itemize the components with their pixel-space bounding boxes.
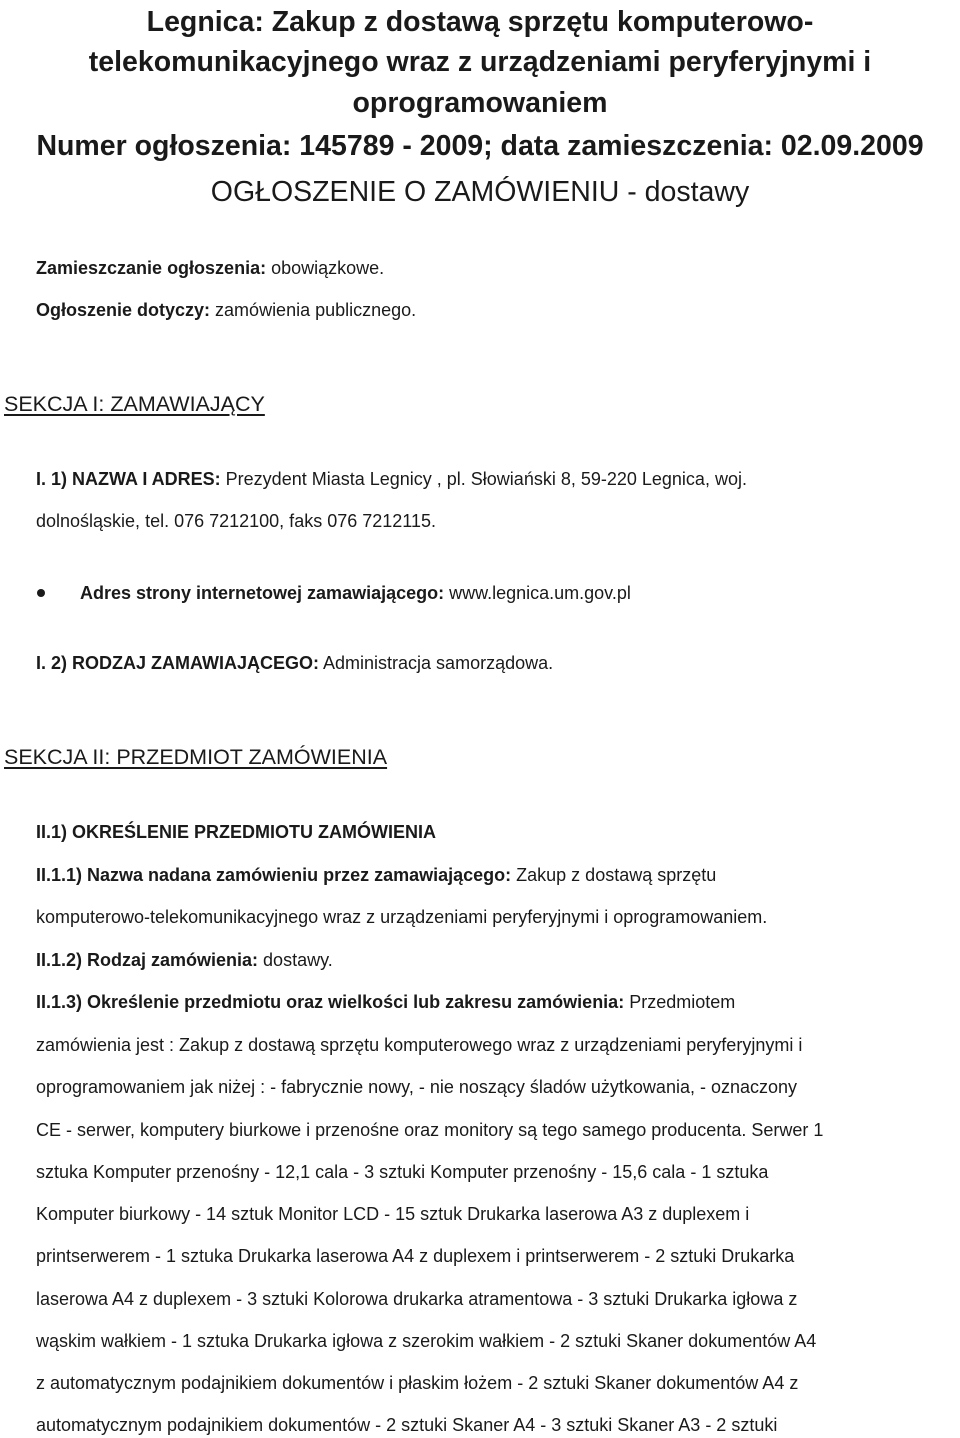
- order-kind-row: [36, 948, 333, 972]
- scope-line: CE - serwer, komputery biurkowe i przenośne oraz monitory są tego samego producenta. Serwer 1: [36, 1120, 824, 1140]
- title-line-2: telekomunikacyjnego wraz z urządzeniami peryferyjnymi i: [88, 46, 872, 78]
- scope-line: automatycznym podajnikiem dokumentów - 2 sztuki Skaner A4 - 3 sztuki Skaner A3 - 2 sztuki: [36, 1415, 778, 1435]
- website-link[interactable]: www.legnica.um.gov.pl: [444, 583, 631, 603]
- placement-value: obowiązkowe.: [266, 258, 385, 278]
- section-2-subheading: II.1) OKREŚLENIE PRZEDMIOTU ZAMÓWIENIA: [36, 822, 437, 842]
- name-address-value-line-2: dolnośląskie, tel. 076 7212100, faks 076 7212115.: [36, 511, 436, 531]
- website-label: Adres strony internetowej zamawiającego:: [80, 583, 445, 603]
- section-2-heading: SEKCJA II: PRZEDMIOT ZAMÓWIENIA: [4, 745, 388, 769]
- order-name-value-line-2: komputerowo-telekomunikacyjnego wraz z urządzeniami peryferyjnymi i oprogramowaniem.: [36, 907, 768, 927]
- order-name-row: [36, 863, 716, 887]
- name-address-row: [36, 467, 747, 491]
- concerns-row: [36, 298, 416, 322]
- scope-line: laserowa A4 z duplexem - 3 sztuki Kolorowa drukarka atramentowa - 3 sztuki Drukarka igłowa z: [36, 1289, 798, 1309]
- scope-row: [36, 990, 735, 1014]
- type-value: Administracja samorządowa.: [319, 653, 554, 673]
- website-row: [80, 581, 631, 605]
- order-kind-value: dostawy.: [258, 950, 333, 970]
- order-name-label: II.1.1) Nazwa nadana zamówieniu przez zamawiającego:: [36, 865, 512, 885]
- scope-line: wąskim wałkiem - 1 sztuka Drukarka igłowa z szerokim wałkiem - 2 sztuki Skaner dokumentów A4: [36, 1331, 817, 1351]
- concerns-value: zamówienia publicznego.: [210, 300, 417, 320]
- scope-label: II.1.3) Określenie przedmiotu oraz wielkości lub zakresu zamówienia:: [36, 992, 625, 1012]
- scope-line: Komputer biurkowy - 14 sztuk Monitor LCD - 15 sztuk Drukarka laserowa A3 z duplexem i: [36, 1204, 750, 1224]
- scope-value: Przedmiotem: [624, 992, 736, 1012]
- title-line-4: Numer ogłoszenia: 145789 - 2009; data zamieszczenia: 02.09.2009: [36, 130, 924, 162]
- scope-line: sztuka Komputer przenośny - 12,1 cala - 3 sztuki Komputer przenośny - 15,6 cala - 1 sztuka: [36, 1162, 769, 1182]
- scope-line: printserwerem - 1 sztuka Drukarka laserowa A4 z duplexem i printserwerem - 2 sztuki Drukarka: [36, 1246, 795, 1266]
- bullet-icon: [37, 589, 45, 597]
- name-address-label: I. 1) NAZWA I ADRES:: [36, 469, 221, 489]
- placement-row: [36, 256, 384, 280]
- title-line-1: Legnica: Zakup z dostawą sprzętu komputerowo-: [146, 6, 814, 38]
- notice-type: OGŁOSZENIE O ZAMÓWIENIU - dostawy: [210, 176, 750, 208]
- type-label: I. 2) RODZAJ ZAMAWIAJĄCEGO:: [36, 653, 320, 673]
- scope-line: oprogramowaniem jak niżej : - fabrycznie nowy, - nie noszący śladów użytkowania, - oznaczony: [36, 1077, 798, 1097]
- order-kind-label: II.1.2) Rodzaj zamówienia:: [36, 950, 259, 970]
- scope-line: z automatycznym podajnikiem dokumentów i płaskim łożem - 2 sztuki Skaner dokumentów A4 z: [36, 1373, 799, 1393]
- scope-line: zamówienia jest : Zakup z dostawą sprzętu komputerowego wraz z urządzeniami peryferyjnymi i: [36, 1035, 803, 1055]
- placement-label: Zamieszczanie ogłoszenia:: [36, 258, 267, 278]
- section-1-heading: SEKCJA I: ZAMAWIAJĄCY: [4, 392, 265, 416]
- concerns-label: Ogłoszenie dotyczy:: [36, 300, 211, 320]
- order-name-value: Zakup z dostawą sprzętu: [511, 865, 717, 885]
- title-line-3: oprogramowaniem: [352, 87, 608, 119]
- name-address-value: Prezydent Miasta Legnicy , pl. Słowiański 8, 59-220 Legnica, woj.: [220, 469, 747, 489]
- type-row: [36, 651, 553, 675]
